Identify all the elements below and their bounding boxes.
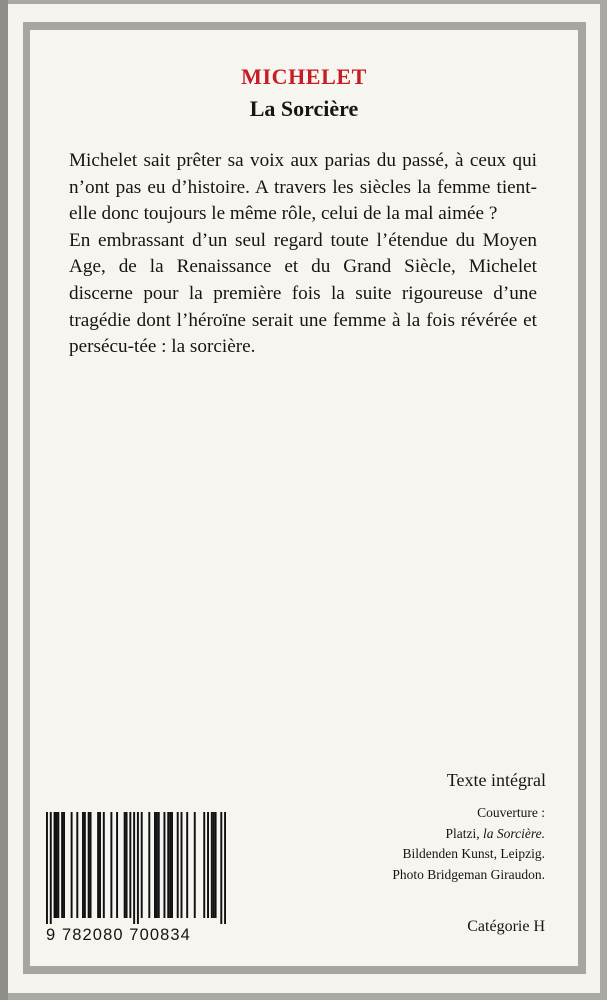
- barcode-bar-33: [181, 812, 183, 918]
- barcode-bar-5: [61, 812, 63, 918]
- barcode-bars: [46, 812, 226, 924]
- barcode-bar-4: [57, 812, 59, 918]
- barcode-bar-42: [224, 812, 226, 924]
- barcode-bar-0: [46, 812, 48, 924]
- author-name: MICHELET: [241, 64, 367, 89]
- cover-edge: [0, 0, 8, 1000]
- barcode-bar-24: [148, 812, 150, 918]
- barcode-bar-38: [211, 812, 213, 918]
- barcode-bar-39: [213, 812, 215, 918]
- barcode-bar-28: [163, 812, 165, 918]
- edition-label: Texte intégral: [446, 770, 546, 790]
- blurb: [69, 148, 537, 361]
- blurb-paragraph-2: En embrassant d’un seul regard toute l’étendue du Moyen Age, de la Renaissance et du Grand Siècle, Michelet discerne pour la première fois la suite rigoureuse d’une tragédie dont l’héroïne serait une femme à la fois révérée et persécu-tée : la sorcière.: [69, 229, 537, 358]
- barcode-bar-19: [126, 812, 128, 918]
- barcode-bar-23: [141, 812, 143, 918]
- barcode-bar-29: [167, 812, 169, 918]
- barcode-bar-17: [116, 812, 118, 918]
- text-panel: [30, 30, 578, 966]
- credits-line-3: Bildenden Kunst, Leipzig.: [402, 846, 545, 861]
- barcode-bar-40: [215, 812, 217, 918]
- barcode-bar-10: [84, 812, 86, 918]
- barcode-bar-21: [133, 812, 135, 924]
- barcode-bar-34: [186, 812, 188, 918]
- barcode-bar-25: [154, 812, 156, 918]
- blurb-paragraph-1: Michelet sait prêter sa voix aux parias du passé, à ceux qui n’ont pas eu d’histoire. A travers les siècles la femme tient-elle donc toujours le même rôle, celui de la mal aimée ?: [69, 150, 537, 225]
- barcode-bar-27: [158, 812, 160, 918]
- category-label: Catégorie H: [467, 918, 545, 935]
- barcode-bar-31: [171, 812, 173, 918]
- credits-work-title: la Sorcière.: [483, 825, 545, 841]
- barcode-bar-7: [71, 812, 73, 918]
- barcode-bar-32: [177, 812, 179, 918]
- barcode-bar-16: [110, 812, 112, 918]
- barcode: [46, 812, 226, 944]
- barcode-bar-6: [63, 812, 65, 918]
- credits-line-1: Couverture :: [477, 805, 545, 820]
- barcode-bar-8: [76, 812, 78, 918]
- barcode-bar-30: [169, 812, 171, 918]
- barcode-bar-14: [99, 812, 101, 918]
- barcode-bar-20: [129, 812, 131, 918]
- barcode-bar-35: [194, 812, 196, 918]
- barcode-bar-37: [207, 812, 209, 918]
- barcode-bar-22: [137, 812, 139, 924]
- barcode-bar-12: [90, 812, 92, 918]
- book-title: La Sorcière: [249, 96, 359, 121]
- barcode-bar-15: [103, 812, 105, 918]
- barcode-bar-1: [50, 812, 52, 924]
- barcode-digits: 9 782080 700834: [46, 926, 191, 944]
- barcode-bar-41: [220, 812, 222, 924]
- barcode-bar-9: [82, 812, 84, 918]
- barcode-bar-26: [156, 812, 158, 918]
- barcode-bar-11: [88, 812, 90, 918]
- barcode-bar-36: [203, 812, 205, 918]
- barcode-bar-2: [54, 812, 56, 918]
- credits-artist: Platzi,: [445, 825, 484, 841]
- credits-line-2: [392, 824, 545, 845]
- barcode-bar-13: [97, 812, 99, 918]
- credits-line-4: Photo Bridgeman Giraudon.: [392, 866, 545, 882]
- barcode-bar-3: [55, 812, 57, 918]
- barcode-bar-18: [124, 812, 126, 918]
- cover-credits: [392, 803, 545, 885]
